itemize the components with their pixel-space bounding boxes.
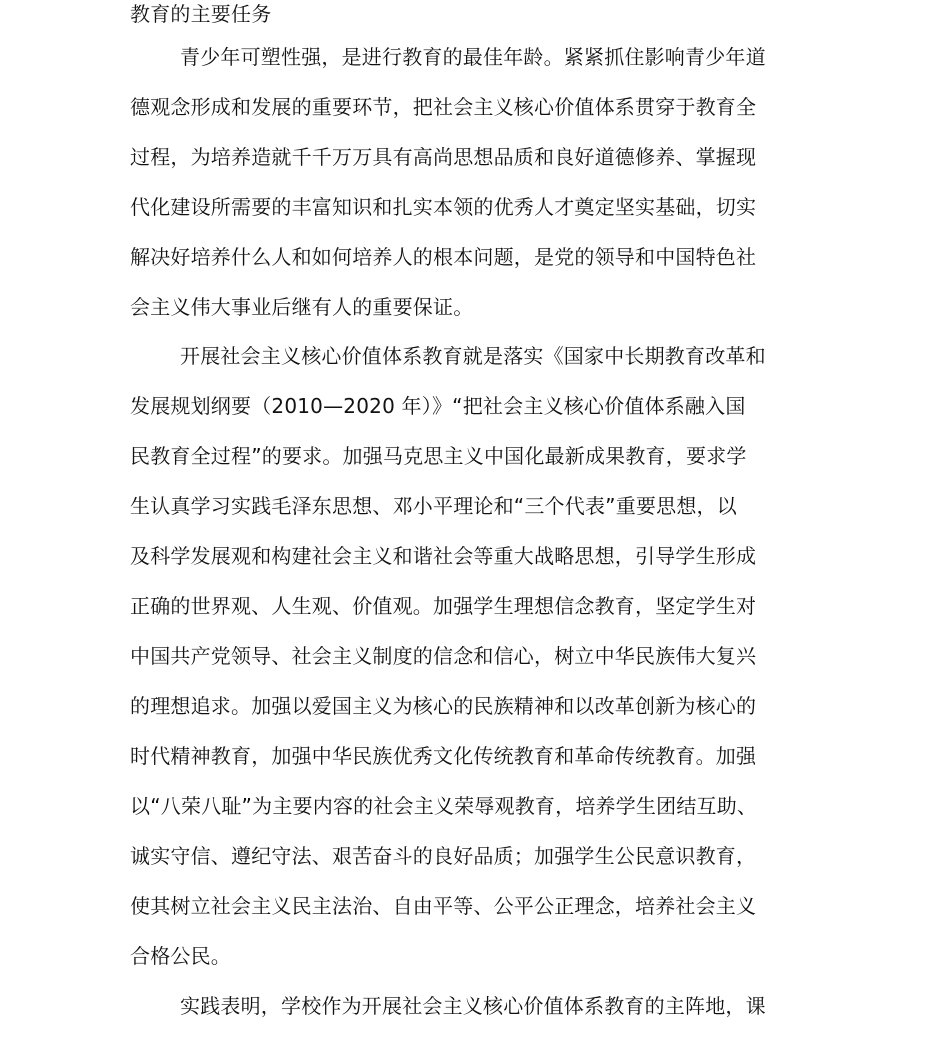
paragraph-1-line-4: 代化建设所需要的丰富知识和扎实本领的优秀人才奠定坚实基础，切实 [130,195,757,219]
paragraph-1-line-3: 过程，为培养造就千千万万具有高尚思想品质和良好道德修养、掌握现 [130,145,757,169]
heading-line: 教育的主要任务 [130,2,272,26]
paragraph-2-line-9: 时代精神教育，加强中华民族优秀文化传统教育和革命传统教育。加强 [130,744,757,768]
paragraph-2-line-3: 民教育全过程”的要求。加强马克思主义中国化最新成果教育，要求学 [130,444,747,468]
paragraph-3-line-1: 实践表明，学校作为开展社会主义核心价值体系教育的主阵地，课 [180,994,766,1018]
paragraph-2-line-6: 正确的世界观、人生观、价值观。加强学生理想信念教育，坚定学生对 [130,594,757,618]
paragraph-1-line-1: 青少年可塑性强，是进行教育的最佳年龄。紧紧抓住影响青少年道 [180,45,766,69]
paragraph-2-line-10: 以“八荣八耻”为主要内容的社会主义荣辱观教育，培养学生团结互助、 [130,794,758,818]
paragraph-2-line-2: 发展规划纲要（2010—2020 年）》“把社会主义核心价值体系融入国 [130,394,746,418]
paragraph-2-line-8: 的理想追求。加强以爱国主义为核心的民族精神和以改革创新为核心的 [130,694,757,718]
paragraph-2-line-5: 及科学发展观和构建社会主义和谐社会等重大战略思想，引导学生形成 [130,544,757,568]
paragraph-2-line-4: 生认真学习实践毛泽东思想、邓小平理论和“三个代表”重要思想，以 [130,494,737,518]
paragraph-2-line-12: 使其树立社会主义民主法治、自由平等、公平公正理念，培养社会主义 [130,894,757,918]
paragraph-1-line-2: 德观念形成和发展的重要环节，把社会主义核心价值体系贯穿于教育全 [130,95,757,119]
paragraph-2-line-1: 开展社会主义核心价值体系教育就是落实《国家中长期教育改革和 [180,344,766,368]
paragraph-2-line-13: 合格公民。 [130,944,231,968]
paragraph-2-line-7: 中国共产党领导、社会主义制度的信念和信心，树立中华民族伟大复兴 [130,644,757,668]
paragraph-1-line-5: 解决好培养什么人和如何培养人的根本问题，是党的领导和中国特色社 [130,245,757,269]
paragraph-2-line-11: 诚实守信、遵纪守法、艰苦奋斗的良好品质；加强学生公民意识教育， [130,844,757,868]
paragraph-1-line-6: 会主义伟大事业后继有人的重要保证。 [130,295,474,319]
